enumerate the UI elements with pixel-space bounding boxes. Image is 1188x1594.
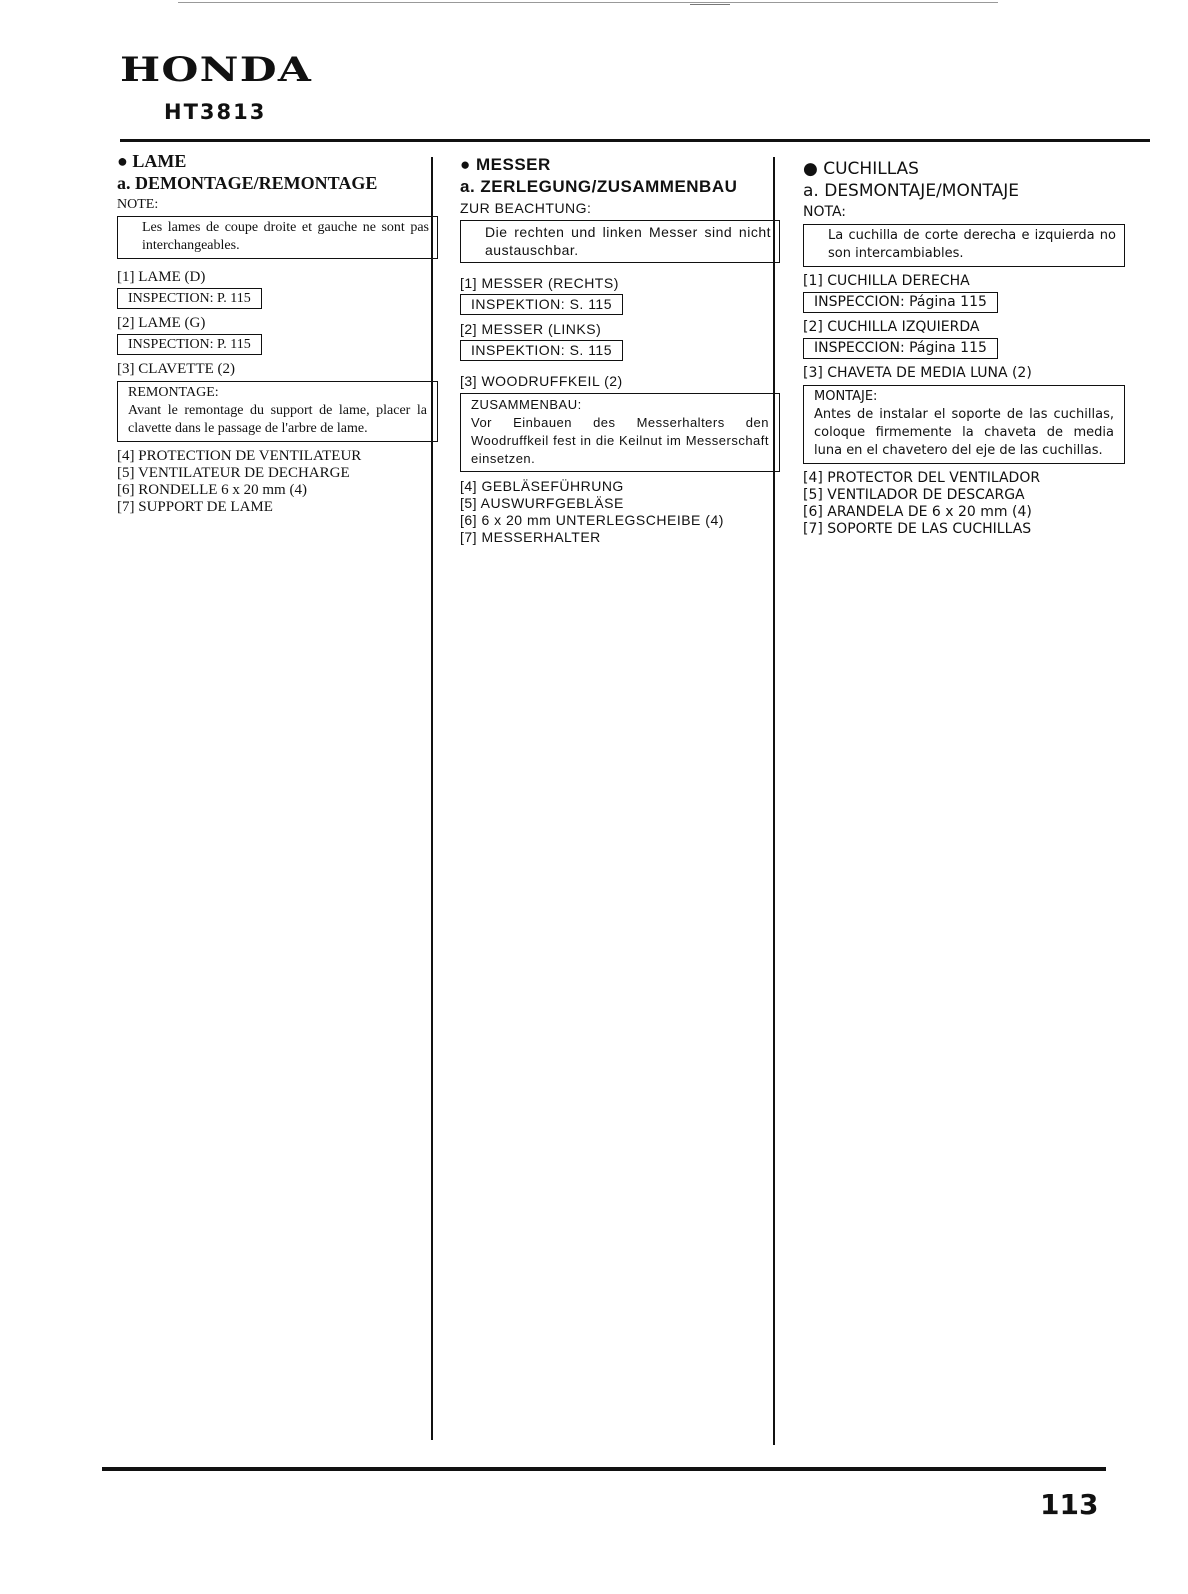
section-title: ● CUCHILLAS — [803, 159, 919, 179]
column-french — [117, 150, 438, 516]
note-text: Die rechten und linken Messer sind nicht austauschbar. — [485, 224, 771, 258]
item-2: [2] CUCHILLA IZQUIERDA — [803, 319, 980, 335]
item-7: [7] SOPORTE DE LAS CUCHILLAS — [803, 521, 1032, 537]
note-text: Les lames de coupe droite et gauche ne sont pas interchangeables. — [142, 220, 429, 253]
section-title: ● MESSER — [460, 155, 551, 174]
note-box — [460, 220, 780, 263]
note-label: ZUR BEACHTUNG: — [460, 200, 592, 216]
item-1-ref: INSPECCION: Página 115 — [803, 292, 998, 313]
item-5: [5] VENTILADOR DE DESCARGA — [803, 487, 1025, 503]
item-7: [7] SUPPORT DE LAME — [117, 499, 273, 515]
column-german — [460, 154, 780, 546]
item-1: [1] MESSER (RECHTS) — [460, 275, 619, 291]
item-2-ref: INSPECTION: P. 115 — [117, 334, 262, 355]
item-4: [4] PROTECTOR DEL VENTILADOR — [803, 470, 1041, 486]
subsection-title: a. DEMONTAGE/REMONTAGE — [117, 173, 378, 193]
header-rule — [120, 139, 1150, 142]
assembly-text: Avant le remontage du support de lame, placer la clavette dans le passage de l'arbre de lame. — [128, 403, 427, 436]
note-label: NOTE: — [117, 197, 159, 212]
subsection-title: a. DESMONTAJE/MONTAJE — [803, 181, 1020, 201]
item-1: [1] LAME (D) — [117, 269, 206, 285]
note-text: La cuchilla de corte derecha e izquierda no son intercambiables. — [828, 228, 1116, 261]
model-number: HT3813 — [164, 100, 267, 124]
assembly-box — [117, 381, 438, 442]
item-3: [3] WOODRUFFKEIL (2) — [460, 373, 623, 389]
footer-rule — [102, 1467, 1106, 1471]
assembly-text: Vor Einbauen des Messerhalters den Woodruffkeil fest in die Keilnut im Messerschaft einsetzen. — [471, 415, 769, 466]
assembly-label: REMONTAGE: — [128, 385, 219, 400]
item-6: [6] 6 x 20 mm UNTERLEGSCHEIBE (4) — [460, 512, 724, 528]
top-scan-rule — [178, 2, 998, 3]
item-3: [3] CLAVETTE (2) — [117, 361, 236, 377]
assembly-label: MONTAJE: — [814, 389, 878, 404]
item-2-ref: INSPEKTION: S. 115 — [460, 340, 623, 361]
item-3: [3] CHAVETA DE MEDIA LUNA (2) — [803, 365, 1032, 381]
item-1-ref: INSPEKTION: S. 115 — [460, 294, 623, 315]
assembly-label: ZUSAMMENBAU: — [471, 397, 582, 412]
item-6: [6] RONDELLE 6 x 20 mm (4) — [117, 482, 307, 498]
item-2-ref: INSPECCION: Página 115 — [803, 338, 998, 359]
item-5: [5] AUSWURFGEBLÄSE — [460, 495, 624, 511]
section-title: ● LAME — [117, 151, 187, 171]
item-1-ref: INSPECTION: P. 115 — [117, 288, 262, 309]
item-2: [2] MESSER (LINKS) — [460, 321, 602, 337]
note-box — [803, 224, 1125, 267]
note-label: NOTA: — [803, 204, 847, 220]
item-6: [6] ARANDELA DE 6 x 20 mm (4) — [803, 504, 1032, 520]
assembly-box — [460, 393, 780, 472]
brand-logo: HONDA — [120, 50, 313, 90]
subsection-title: a. ZERLEGUNG/ZUSAMMENBAU — [460, 177, 738, 196]
top-scan-tick — [690, 4, 730, 5]
item-4: [4] PROTECTION DE VENTILATEUR — [117, 448, 362, 464]
page-number: 113 — [1040, 1488, 1099, 1521]
assembly-box — [803, 385, 1125, 464]
item-5: [5] VENTILATEUR DE DECHARGE — [117, 465, 350, 481]
assembly-text: Antes de instalar el soporte de las cuchillas, coloque firmemente la chaveta de media luna en el chavetero del eje de las cuchillas. — [814, 407, 1114, 458]
item-2: [2] LAME (G) — [117, 315, 206, 331]
item-4: [4] GEBLÄSEFÜHRUNG — [460, 478, 624, 494]
column-spanish — [803, 158, 1125, 538]
item-1: [1] CUCHILLA DERECHA — [803, 273, 970, 289]
item-7: [7] MESSERHALTER — [460, 529, 601, 545]
note-box — [117, 216, 438, 259]
